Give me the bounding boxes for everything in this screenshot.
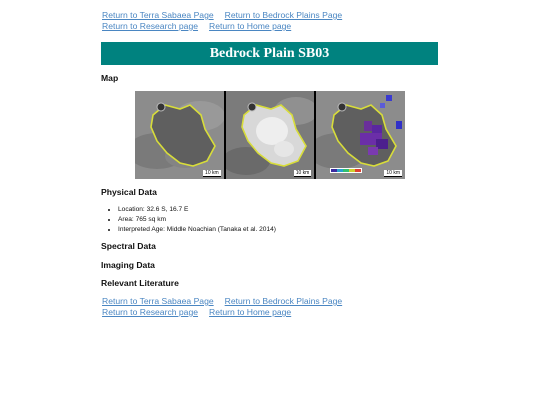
section-heading-map: Map [101,73,119,83]
list-item-area: • Area: 765 sq km [118,215,276,225]
link-home[interactable]: Return to Home page [209,307,292,317]
page-title: Bedrock Plain SB03 [101,42,438,65]
scale-bar: 10 km [386,170,401,176]
bottom-navigation [102,296,353,318]
list-item-age: • Interpreted Age: Middle Noachian (Tanaka et al. 2014) [118,225,276,235]
scale-bar: 10 km [205,170,219,176]
map-panel-spectral [316,91,405,179]
scale-bar: 10 km [295,170,310,176]
section-heading-spectral: Spectral Data [101,241,156,251]
section-heading-physical: Physical Data [101,187,157,197]
top-navigation [102,10,353,32]
map-image-strip [135,91,405,179]
link-research[interactable]: Return to Research page [102,21,199,31]
link-research[interactable]: Return to Research page [102,307,199,317]
link-terra-sabaea[interactable]: Return to Terra Sabaea Page [102,10,214,20]
link-terra-sabaea[interactable]: Return to Terra Sabaea Page [102,296,214,306]
physical-data-list [108,205,276,235]
link-bedrock-plains[interactable]: Return to Bedrock Plains Page [224,10,343,20]
section-heading-imaging: Imaging Data [101,260,155,270]
map-panel-terrain [135,91,224,179]
map-panel-albedo [226,91,315,179]
section-heading-literature: Relevant Literature [101,278,179,288]
link-home[interactable]: Return to Home page [209,21,292,31]
link-bedrock-plains[interactable]: Return to Bedrock Plains Page [224,296,343,306]
list-item-location: • Location: 32.6 S, 16.7 E [118,205,276,215]
